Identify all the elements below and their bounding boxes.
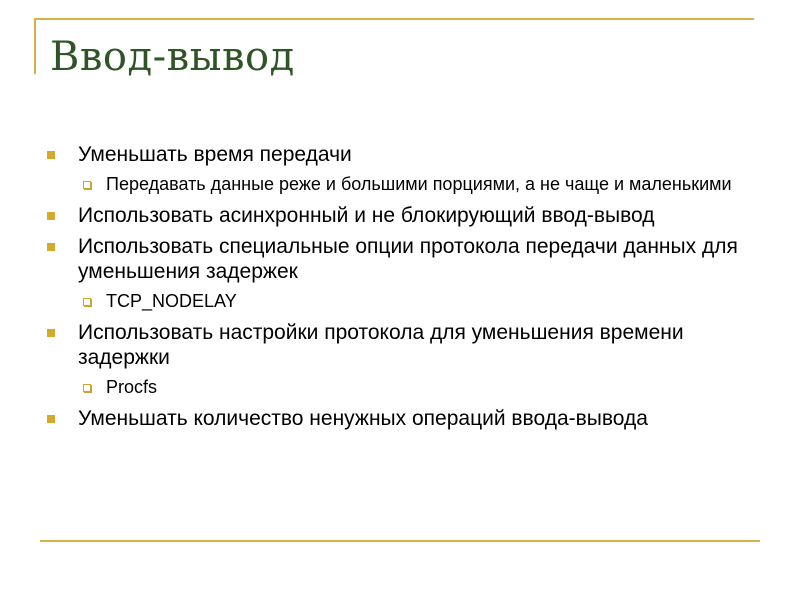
- bullet-item: [40, 320, 770, 370]
- square-bullet-icon: [47, 415, 55, 423]
- bullet-list: [40, 142, 770, 437]
- bullet-text: Использовать асинхронный и не блокирующий ввод-вывод: [78, 204, 655, 227]
- sub-bullet-item: [40, 173, 770, 195]
- bullet-text: Уменьшать количество ненужных операций ввода-вывода: [78, 407, 648, 430]
- hollow-square-bullet-icon: [83, 181, 91, 189]
- frame-bottom-line: [40, 540, 760, 542]
- bullet-item: [40, 142, 770, 167]
- sub-bullet-text: TCP_NODELAY: [106, 291, 237, 311]
- sub-bullet-item: [40, 376, 770, 398]
- bullet-text: Использовать специальные опции протокола передачи данных для уменьшения задержек: [78, 235, 738, 283]
- slide-title: Ввод-вывод: [50, 34, 295, 80]
- frame-left-line: [34, 18, 36, 74]
- sub-bullet-item: [40, 290, 770, 312]
- bullet-text: Использовать настройки протокола для уменьшения времени задержки: [78, 321, 684, 369]
- bullet-item: [40, 406, 770, 431]
- square-bullet-icon: [47, 212, 55, 220]
- square-bullet-icon: [47, 243, 55, 251]
- hollow-square-bullet-icon: [83, 384, 91, 392]
- bullet-item: [40, 234, 770, 284]
- square-bullet-icon: [47, 329, 55, 337]
- bullet-text: Уменьшать время передачи: [78, 143, 352, 166]
- bullet-item: [40, 203, 770, 228]
- square-bullet-icon: [47, 151, 55, 159]
- sub-bullet-text: Procfs: [106, 377, 158, 397]
- hollow-square-bullet-icon: [83, 298, 91, 306]
- frame-top-line: [34, 18, 754, 20]
- sub-bullet-text: Передавать данные реже и большими порциями, а не чаще и маленькими: [106, 174, 732, 194]
